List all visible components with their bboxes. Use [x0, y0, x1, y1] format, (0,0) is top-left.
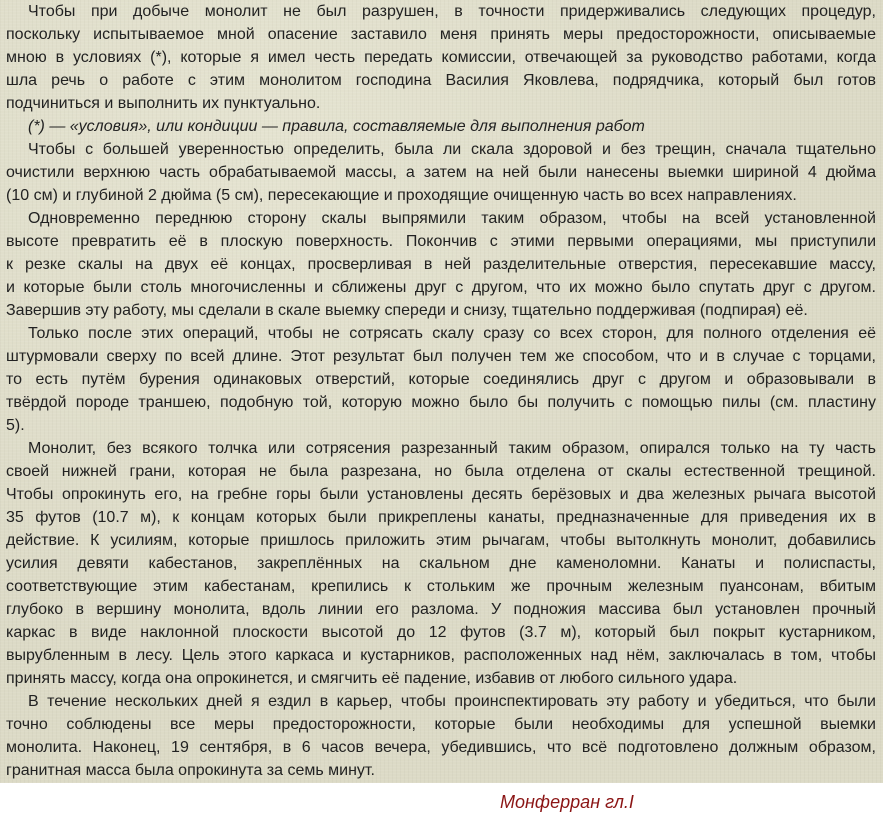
text-line: мною в условиях (*), которые я имел честь передать комиссии, отвечающей за руководство работами, когда: [6, 49, 876, 66]
text-line: Чтобы при добыче монолит не был разрушен, в точности придерживались следующих процедур,: [28, 3, 876, 20]
text-line: своей нижней грани, которая не была разрезана, но была отделена от скалы естественной трещиной.: [6, 463, 876, 480]
text-line: 5).: [6, 417, 25, 434]
text-line: Только после этих операций, чтобы не сотрясать скалу сразу со всех сторон, для полного отделения её: [28, 325, 876, 342]
text-line: соответствующие этим кабестанам, крепились к стольким же прочным железным пуансонам, вбитым: [6, 578, 876, 595]
text-line: гранитная масса была опрокинута за семь минут.: [6, 762, 375, 779]
text-line: точно соблюдены все меры предосторожности, которые были необходимы для успешной выемки: [6, 716, 876, 733]
text-line: то есть путём бурения одинаковых отверстий, которые соединялись друг с другом и образовывали в: [6, 371, 876, 388]
text-line: монолита. Наконец, 19 сентября, в 6 часов вечера, убедившись, что всё подготовлено должным образом,: [6, 739, 876, 756]
text-line: В течение нескольких дней я ездил в карьер, чтобы проинспектировать эту работу и убедиться, что были: [28, 693, 876, 710]
text-line: усилия девяти кабестанов, закреплённых на скальном дне каменоломни. Канаты и полиспасты,: [6, 555, 876, 572]
text-line: твёрдой породе траншею, подобную той, которую можно было бы получить с помощью пилы (см. пластину: [6, 394, 876, 411]
signature-area: [0, 789, 883, 818]
text-line: и которые были столь многочисленны и сближены друг с другом, что их можно было спутать друг с другом.: [6, 279, 876, 296]
text-line: принять массу, когда она опрокинется, и смягчить её падение, избавив от любого сильного удара.: [6, 670, 738, 687]
signature-text: Монферран гл.I: [500, 792, 634, 812]
text-line: вырубленным в лесу. Цель этого каркаса и кустарников, расположенных над нём, заключалась в том, чтобы: [6, 647, 876, 664]
text-line: Чтобы с большей уверенностью определить, была ли скала здоровой и без трещин, сначала тщательно: [28, 141, 876, 158]
text-line: подчиниться и выполнить их пунктуально.: [6, 95, 321, 112]
text-line: (10 см) и глубиной 2 дюйма (5 см), пересекающие и проходящие очищенную часть во всех направлениях.: [6, 187, 797, 204]
footnote-line: (*) — «условия», или кондиции — правила, составляемые для выполнения работ: [28, 118, 645, 135]
text-line: Чтобы опрокинуть его, на гребне горы были установлены десять берёзовых и два железных рычага высотой: [6, 486, 876, 503]
text-line: к резке скалы на двух её концах, просверливая в ней разделительные отверстия, пересекавшие массу,: [6, 256, 876, 273]
text-line: каркас в виде наклонной плоскости высотой до 12 футов (3.7 м), который был покрыт кустарником,: [6, 624, 876, 641]
text-line: Монолит, без всякого толчка или сотрясения разрезанный таким образом, опирался только на ту часть: [28, 440, 876, 457]
text-line: 35 футов (10.7 м), к концам которых были прикреплены канаты, предназначенные для приведения их в: [6, 509, 876, 526]
text-line: Завершив эту работу, мы сделали в скале выемку спереди и снизу, тщательно поддерживая (подпирая) её.: [6, 302, 808, 319]
text-line: шла речь о работе с этим монолитом господина Василия Яковлева, подрядчика, который был готов: [6, 72, 876, 89]
text-line: Одновременно переднюю сторону скалы выпрямили таким образом, чтобы на всей установленной: [28, 210, 876, 227]
text-line: глубоко в вершину монолита, вдоль линии его разлома. У подножия массива был установлен прочный: [6, 601, 876, 618]
text-line: поскольку испытываемое мной опасение заставило меня принять меры предосторожности, описываемые: [6, 26, 876, 43]
text-line: высоте превратить её в плоскую поверхность. Покончив с этими первыми операциями, мы приступили: [6, 233, 876, 250]
text-line: действие. К усилиям, которые пришлось приложить этим рычагам, чтобы вытолкнуть монолит, добавились: [6, 532, 876, 549]
text-line: очистили верхнюю часть обрабатываемой массы, а затем на ней были нанесены выемки шириной 4 дюйма: [6, 164, 876, 181]
text-line: штурмовали сверху по всей длине. Этот результат был получен тем же способом, что и в случае с торцами,: [6, 348, 876, 365]
